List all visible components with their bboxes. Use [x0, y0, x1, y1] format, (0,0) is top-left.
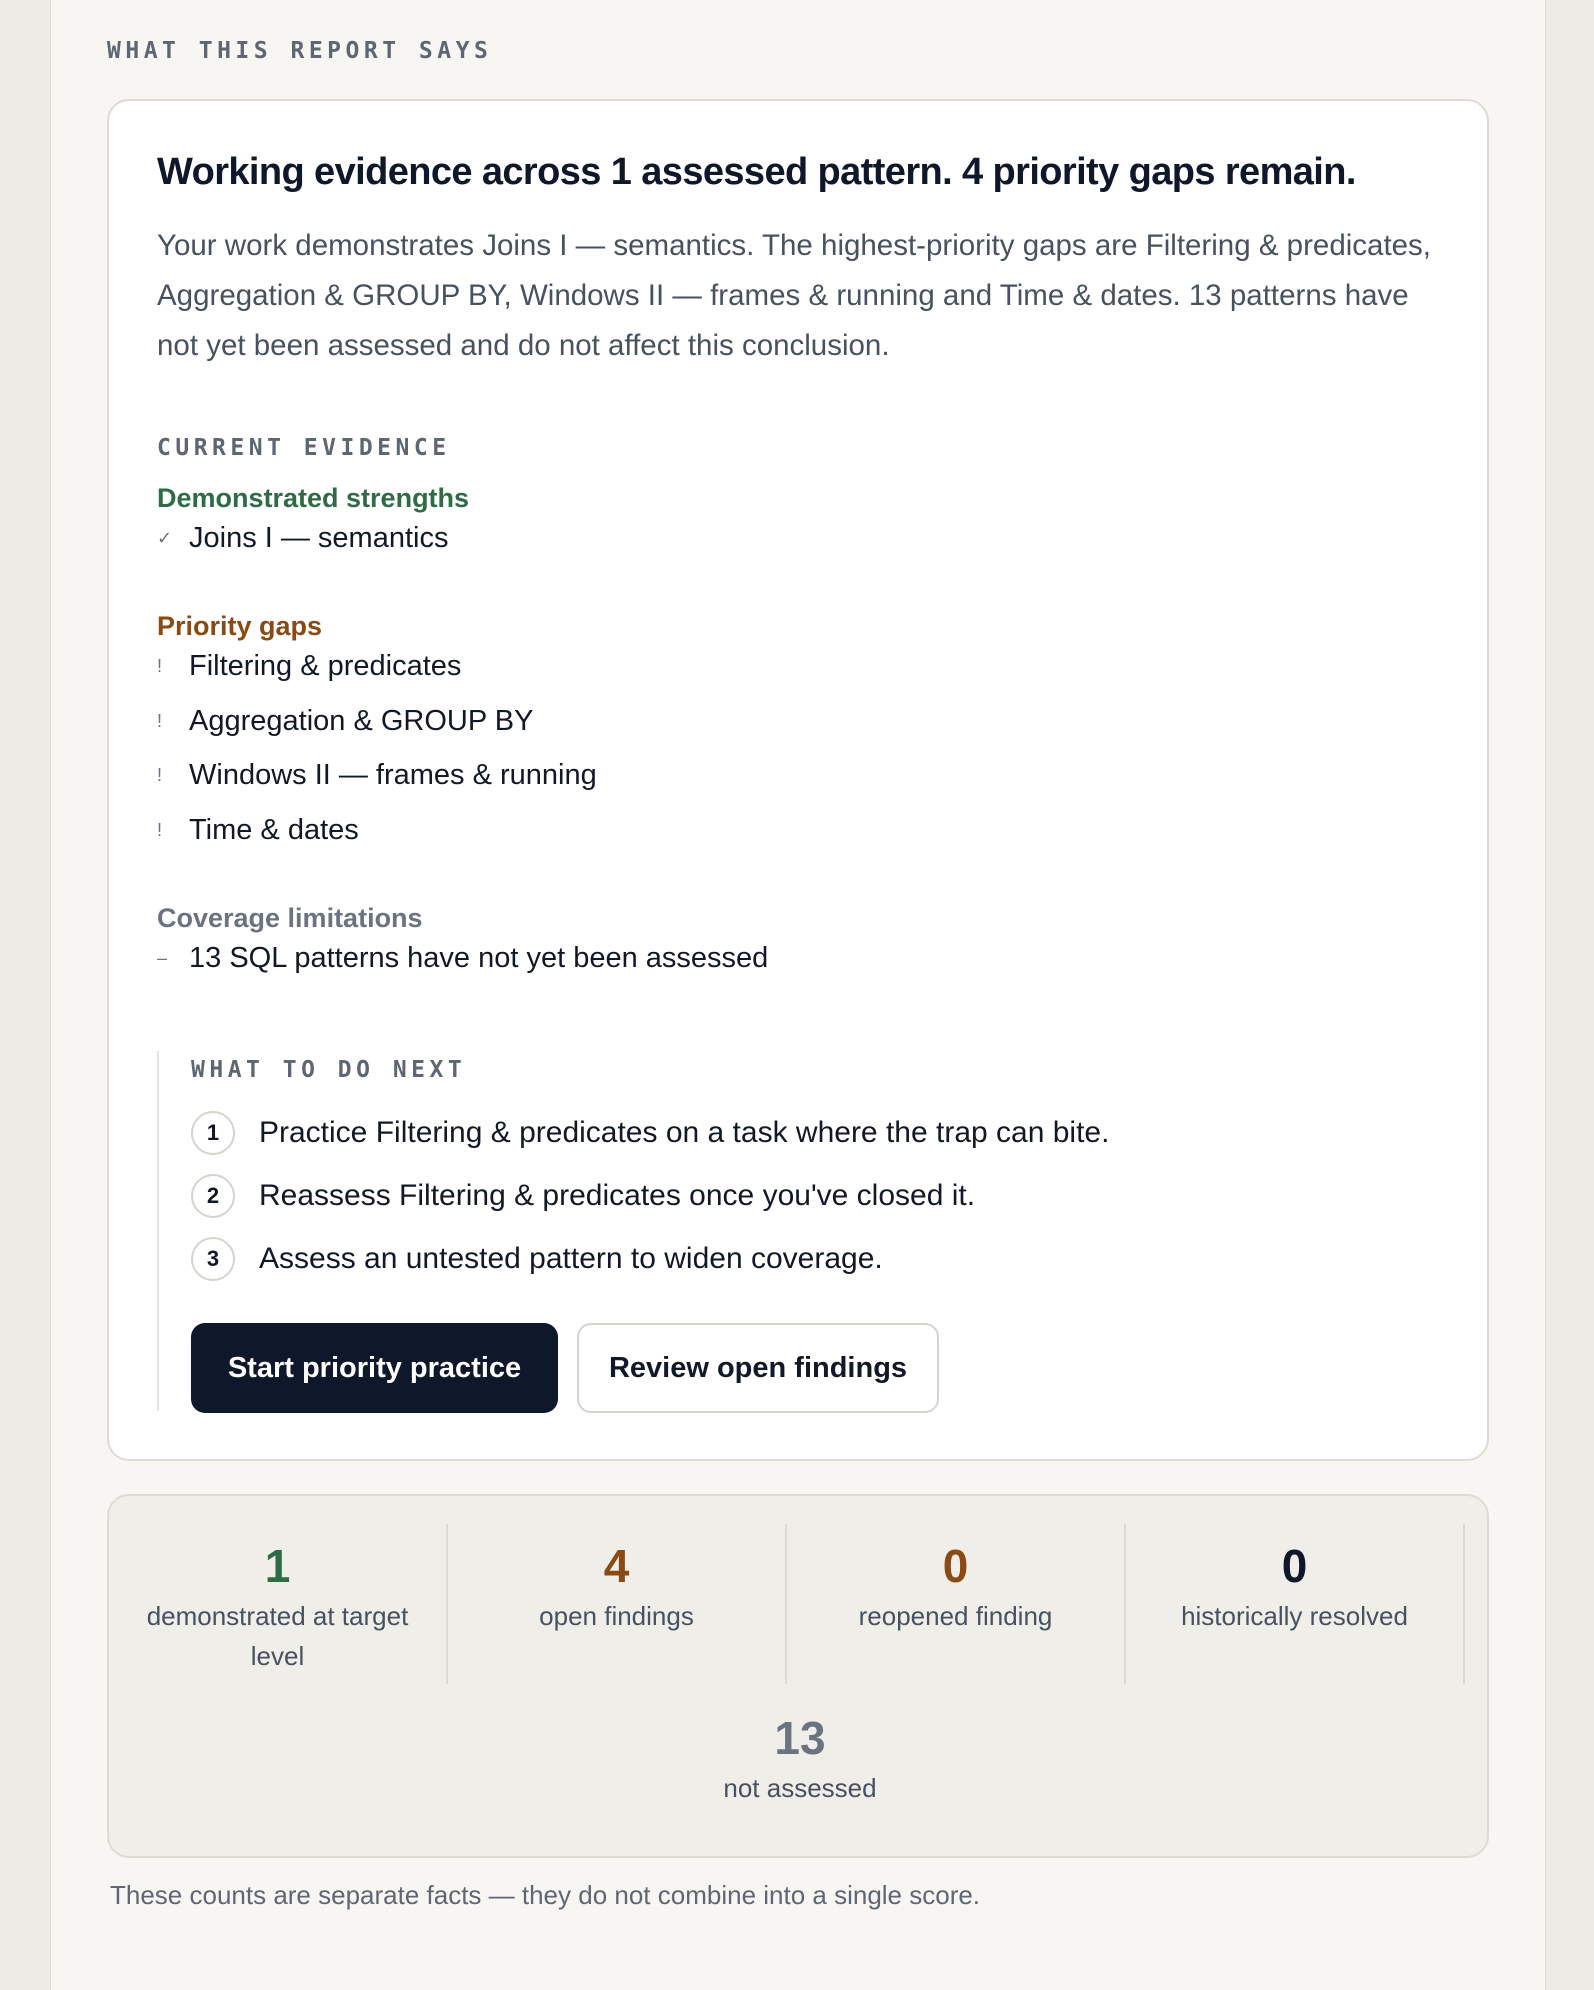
- strength-item-label: Joins I — semantics: [189, 521, 449, 554]
- step-text: Assess an untested pattern to widen coverage.: [259, 1242, 883, 1275]
- stat-label: reopened finding: [858, 1601, 1053, 1631]
- next-step: [191, 1111, 1109, 1155]
- coverage-limitations-title: Coverage limitations: [157, 903, 423, 933]
- gap-item: [157, 703, 533, 739]
- stats-footnote: These counts are separate facts — they do not combine into a single score.: [110, 1880, 981, 1910]
- stat-label: historically resolved: [1181, 1601, 1408, 1631]
- stat-value: 1: [264, 1540, 291, 1592]
- stat-demonstrated: [109, 1524, 448, 1684]
- alert-icon: !: [157, 710, 163, 731]
- current-evidence-label: CURRENT EVIDENCE: [157, 435, 451, 461]
- stats-card: [107, 1494, 1489, 1858]
- stat-historically-resolved: [1126, 1524, 1465, 1684]
- check-icon: ✓: [157, 527, 173, 548]
- gap-item: [157, 648, 461, 684]
- review-open-findings-button[interactable]: Review open findings: [577, 1323, 939, 1413]
- gap-item: [157, 757, 597, 793]
- gap-item: [157, 812, 359, 848]
- step-text: Practice Filtering & predicates on a task where the trap can bite.: [259, 1116, 1110, 1149]
- next-step: [191, 1237, 883, 1281]
- section-label: WHAT THIS REPORT SAYS: [107, 38, 493, 64]
- stat-value: 0: [1281, 1540, 1308, 1592]
- stat-open-findings: [448, 1524, 787, 1684]
- alert-icon: !: [157, 655, 163, 676]
- stat-value: 4: [603, 1540, 630, 1592]
- stat-label: demonstrated at target level: [146, 1601, 409, 1671]
- next-steps-panel: [157, 1051, 1157, 1411]
- stat-label: open findings: [539, 1601, 694, 1631]
- gap-item-label: Windows II — frames & running: [189, 758, 597, 791]
- gap-item-label: Aggregation & GROUP BY: [189, 704, 534, 737]
- next-step: [191, 1174, 975, 1218]
- strength-item: [157, 520, 448, 556]
- stat-reopened: [787, 1524, 1126, 1684]
- report-headline: Working evidence across 1 assessed pattern. 4 priority gaps remain.: [157, 151, 1356, 193]
- step-number-badge: 1: [191, 1111, 235, 1155]
- stat-label: not assessed: [723, 1773, 877, 1803]
- stat-value: 0: [942, 1540, 969, 1592]
- alert-icon: !: [157, 819, 163, 840]
- gap-item-label: Time & dates: [189, 813, 359, 846]
- strengths-title: Demonstrated strengths: [157, 483, 470, 513]
- dash-icon: –: [157, 947, 168, 968]
- start-priority-practice-button[interactable]: Start priority practice: [191, 1323, 558, 1413]
- next-steps-label: WHAT TO DO NEXT: [191, 1057, 467, 1083]
- priority-gaps-title: Priority gaps: [157, 611, 323, 641]
- stat-not-assessed: [109, 1708, 1491, 1808]
- step-number-badge: 2: [191, 1174, 235, 1218]
- gap-item-label: Filtering & predicates: [189, 649, 462, 682]
- step-text: Reassess Filtering & predicates once you've closed it.: [259, 1179, 976, 1212]
- stat-value: 13: [774, 1712, 826, 1764]
- step-number-badge: 3: [191, 1237, 235, 1281]
- report-page: [50, 0, 1546, 1990]
- alert-icon: !: [157, 764, 163, 785]
- coverage-item: [157, 940, 768, 976]
- report-summary-card: [107, 99, 1489, 1461]
- report-summary: Your work demonstrates Joins I — semantics. The highest-priority gaps are Filtering & predicates, Aggregation & GROUP BY, Windows II — frames & running and Time & dates. 13 patterns have not yet been assessed and do not affect this conclusion.: [157, 229, 1431, 362]
- coverage-item-label: 13 SQL patterns have not yet been assessed: [189, 941, 769, 974]
